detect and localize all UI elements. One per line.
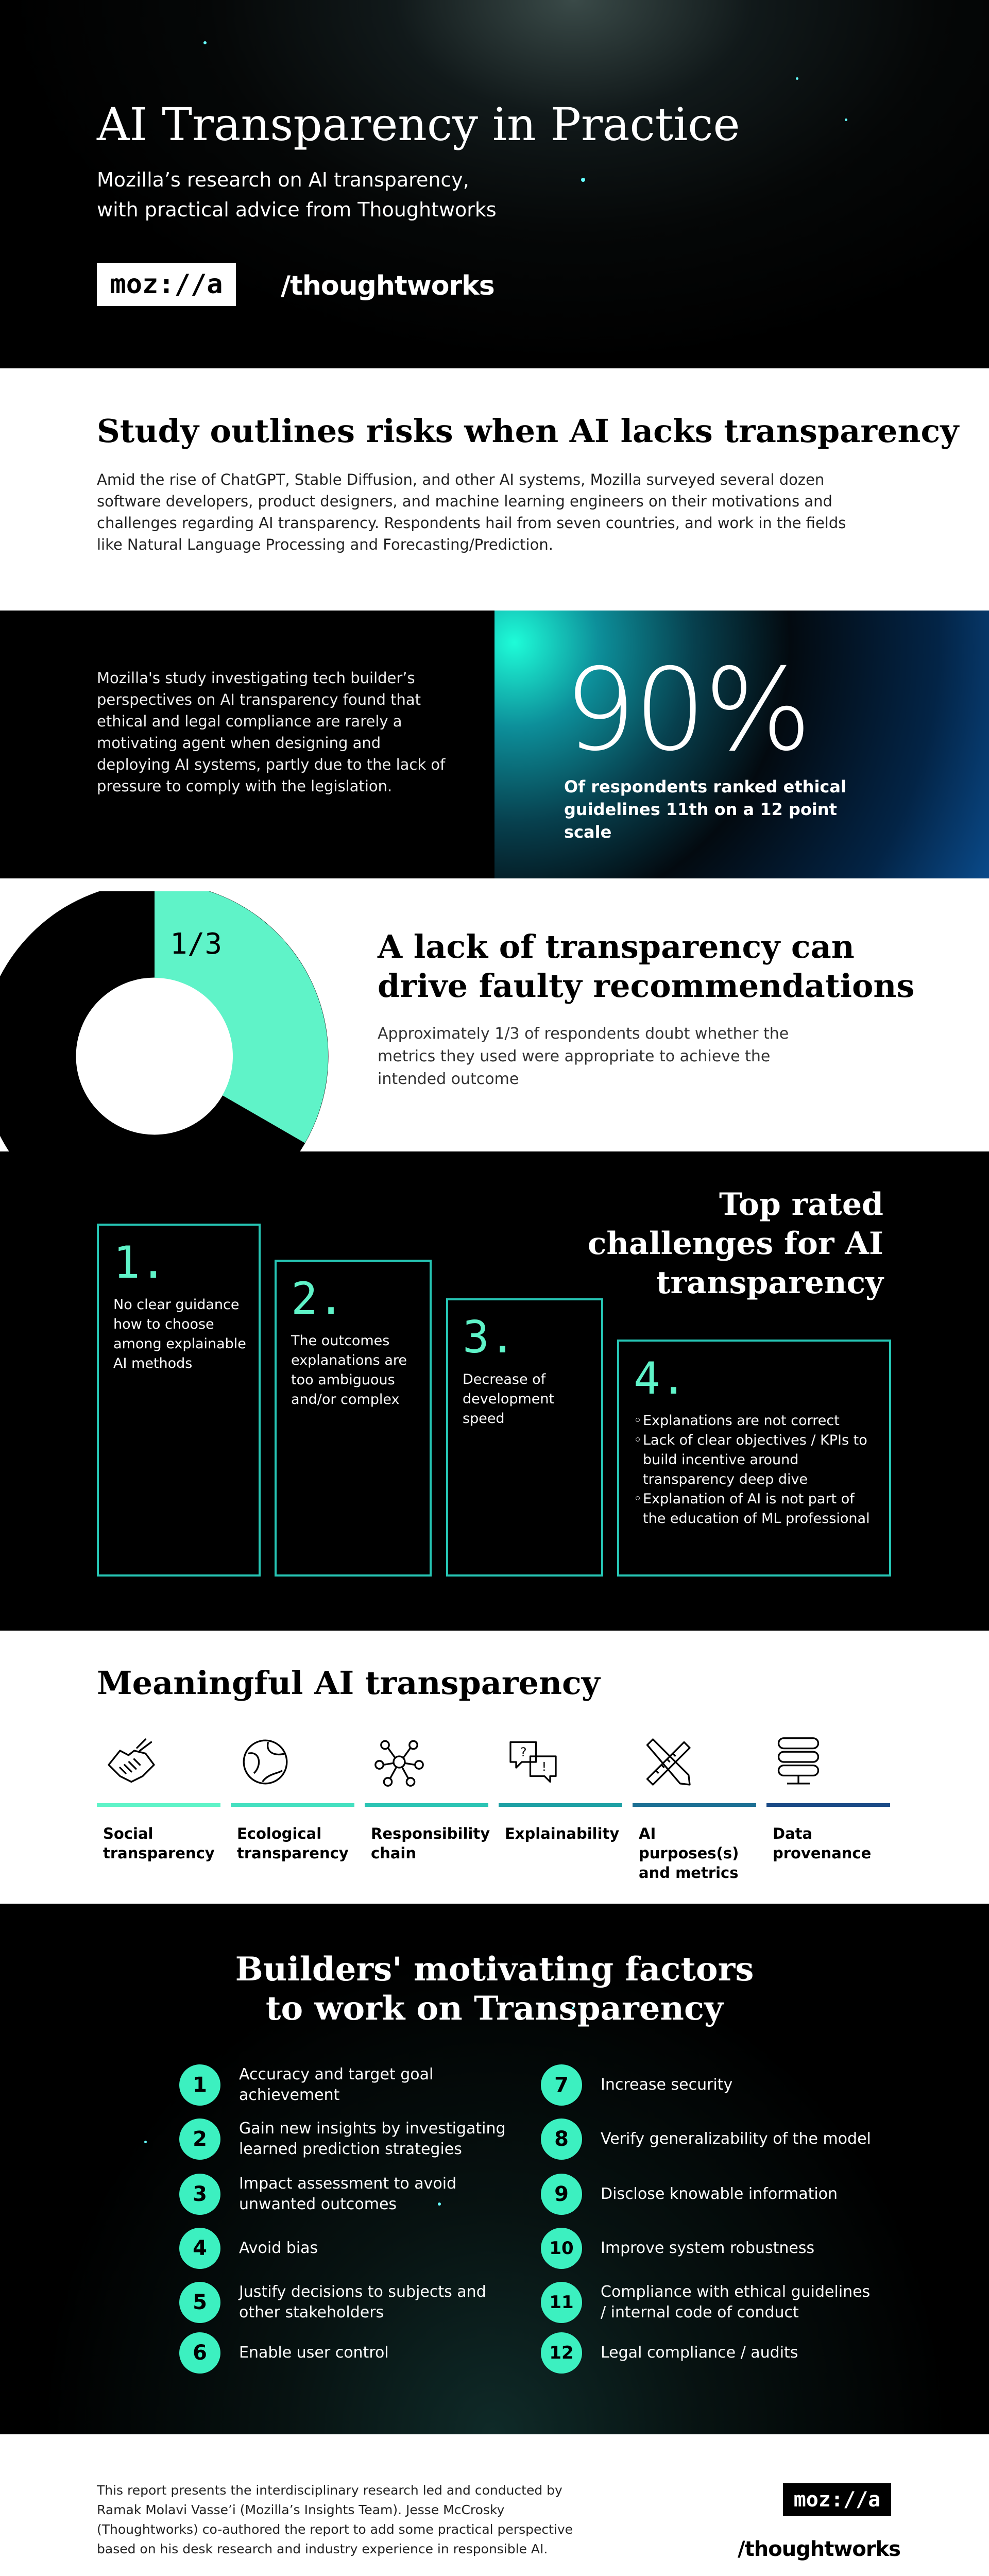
factor-item: [179, 2117, 527, 2161]
decorative-star: [203, 41, 207, 44]
challenge-card: [275, 1260, 432, 1577]
challenge-card: [617, 1340, 891, 1577]
factor-item: [179, 2063, 507, 2107]
category-label: Explainability: [505, 1825, 620, 1842]
factor-text: Impact assessment to avoid unwanted outcomes: [239, 2175, 457, 2213]
challenge-number: 4.: [634, 1353, 687, 1404]
factor-number: 3: [179, 2174, 220, 2215]
footer-credits: This report presents the interdisciplinary research led and conducted by Ramak Molavi Vasse’i (Mozilla’s Insights Team). Jesse McCrosky (Thoughtworks) co-authored the report to add some practical perspective based on his desk research and industry experience in responsible AI.: [97, 2483, 573, 2556]
decorative-star: [845, 118, 847, 121]
factor-item: [179, 2281, 497, 2324]
footer-section: [0, 2434, 989, 2576]
stat-description: Mozilla's study investigating tech builder’s perspectives on AI transparency found that ethical and legal compliance are rarely a motivating agent when designing and deploying AI systems, partly due to the lack of pressure to comply with the legislation.: [97, 669, 446, 795]
challenge-bullet: ◦ Explanations are not correct: [634, 1411, 876, 1431]
category-bar: [766, 1803, 890, 1807]
factor-number: 11: [541, 2282, 582, 2323]
factor-text: Legal compliance / audits: [601, 2344, 798, 2362]
hero-section: [0, 0, 989, 368]
decorative-star: [144, 2141, 147, 2143]
challenge-number: 1.: [113, 1237, 167, 1289]
factor-number: 7: [541, 2064, 582, 2106]
category-label: Responsibility chain: [371, 1825, 490, 1862]
factor-item: [541, 2281, 879, 2324]
challenges-heading: Top rated challenges for AI transparency: [587, 1187, 883, 1301]
factor-number: 2: [179, 2119, 220, 2160]
mozilla-logo: moz://a: [97, 263, 236, 306]
factor-text: Improve system robustness: [601, 2239, 815, 2257]
stat-big-number: 90%: [564, 644, 810, 776]
factor-text: Accuracy and target goal achievement: [239, 2065, 434, 2104]
factor-text: Avoid bias: [239, 2239, 318, 2257]
factor-number: 12: [541, 2332, 582, 2374]
challenge-bullet: ◦ Explanation of AI is not part of the education of ML professional: [634, 1489, 876, 1529]
page-subtitle: Mozilla’s research on AI transparency, with practical advice from Thoughtworks: [97, 168, 497, 221]
factor-number: 10: [541, 2228, 582, 2269]
factor-item: [179, 2331, 527, 2375]
category-bar: [633, 1803, 756, 1807]
factor-text: Disclose knowable information: [601, 2185, 838, 2203]
lack-heading: A lack of transparency can drive faulty recommendations: [378, 928, 915, 1005]
meaningful-section: [0, 1631, 989, 1904]
challenge-text: The outcomes explanations are too ambiguous and/or complex: [291, 1333, 407, 1408]
factor-text: Increase security: [601, 2076, 733, 2094]
svg-text:?: ?: [520, 1745, 527, 1759]
factor-number: 5: [179, 2282, 220, 2323]
globe-leaf-icon: [237, 1734, 294, 1790]
challenge-number: 3.: [463, 1312, 516, 1363]
decorative-star: [796, 77, 798, 80]
factor-item: [541, 2331, 889, 2375]
motivating-section: [0, 1904, 989, 2434]
factor-text: Justify decisions to subjects and other stakeholders: [239, 2283, 486, 2321]
factor-text: Gain new insights by investigating learned prediction strategies: [239, 2120, 506, 2158]
factor-text: Enable user control: [239, 2344, 389, 2362]
challenge-card: [97, 1224, 261, 1577]
factor-item: [541, 2063, 889, 2107]
factor-number: 6: [179, 2332, 220, 2374]
stat-section: [0, 611, 989, 878]
factor-text: Compliance with ethical guidelines / internal code of conduct: [601, 2283, 871, 2321]
study-heading: Study outlines risks when AI lacks transparency: [97, 412, 959, 450]
mozilla-logo: moz://a: [783, 2483, 891, 2516]
server-stack-icon: [770, 1734, 827, 1790]
factor-item: [541, 2173, 889, 2216]
meaningful-heading: Meaningful AI transparency: [97, 1664, 600, 1702]
stat-highlight-panel: [494, 611, 989, 878]
lack-body: Approximately 1/3 of respondents doubt whether the metrics they used were appropriate to achieve the intended outcome: [378, 1025, 789, 1088]
category-bar: [365, 1803, 488, 1807]
challenges-section: [0, 1151, 989, 1631]
category-label: AI purposes(s) and metrics: [639, 1825, 739, 1882]
factor-number: 4: [179, 2228, 220, 2269]
challenge-card: [446, 1298, 603, 1577]
stat-caption: Of respondents ranked ethical guidelines 11th on a 12 point scale: [564, 777, 846, 842]
factor-item: [179, 2227, 527, 2270]
donut-label: 1/3: [170, 927, 223, 961]
challenge-bullet: ◦ Lack of clear objectives / KPIs to build incentive around transparency deep dive: [634, 1431, 876, 1489]
factor-item: [541, 2227, 889, 2270]
factor-text: Verify generalizability of the model: [601, 2130, 871, 2148]
factor-item: [541, 2117, 889, 2161]
lack-section: [0, 878, 989, 1151]
handshake-icon: [103, 1734, 160, 1790]
category-bar: [97, 1803, 220, 1807]
challenge-text: Decrease of development speed: [463, 1371, 555, 1427]
factor-number: 9: [541, 2174, 582, 2215]
motivating-heading: Builders' motivating factors to work on Transparency: [235, 1950, 754, 2028]
category-bar: [231, 1803, 354, 1807]
ruler-pencil-icon: [639, 1734, 695, 1790]
study-body: Amid the rise of ChatGPT, Stable Diffusion, and other AI systems, Mozilla surveyed several dozen software developers, product designers, and machine learning engineers on their motivations and challenges regarding AI transparency. Respondents hail from seven countries, and work in the fields like Natural Language Processing and Forecasting/Prediction.: [97, 471, 846, 553]
factor-number: 8: [541, 2119, 582, 2160]
factor-number: 1: [179, 2064, 220, 2106]
category-label: Social transparency: [103, 1825, 215, 1862]
thoughtworks-logo: /thoughtworks: [738, 2537, 900, 2561]
thoughtworks-logo: /thoughtworks: [281, 270, 494, 301]
study-section: [0, 368, 989, 611]
factor-item: [179, 2173, 497, 2216]
svg-text:!: !: [541, 1759, 547, 1774]
category-bar: [499, 1803, 622, 1807]
speech-bubbles-icon: [505, 1734, 561, 1790]
challenge-bullets: [634, 1411, 876, 1529]
network-icon: [371, 1734, 428, 1790]
challenge-text: No clear guidance how to choose among explainable AI methods: [113, 1297, 246, 1371]
page-title: AI Transparency in Practice: [97, 98, 740, 151]
category-label: Ecological transparency: [237, 1825, 349, 1862]
category-label: Data provenance: [773, 1825, 872, 1862]
challenge-number: 2.: [291, 1273, 345, 1325]
